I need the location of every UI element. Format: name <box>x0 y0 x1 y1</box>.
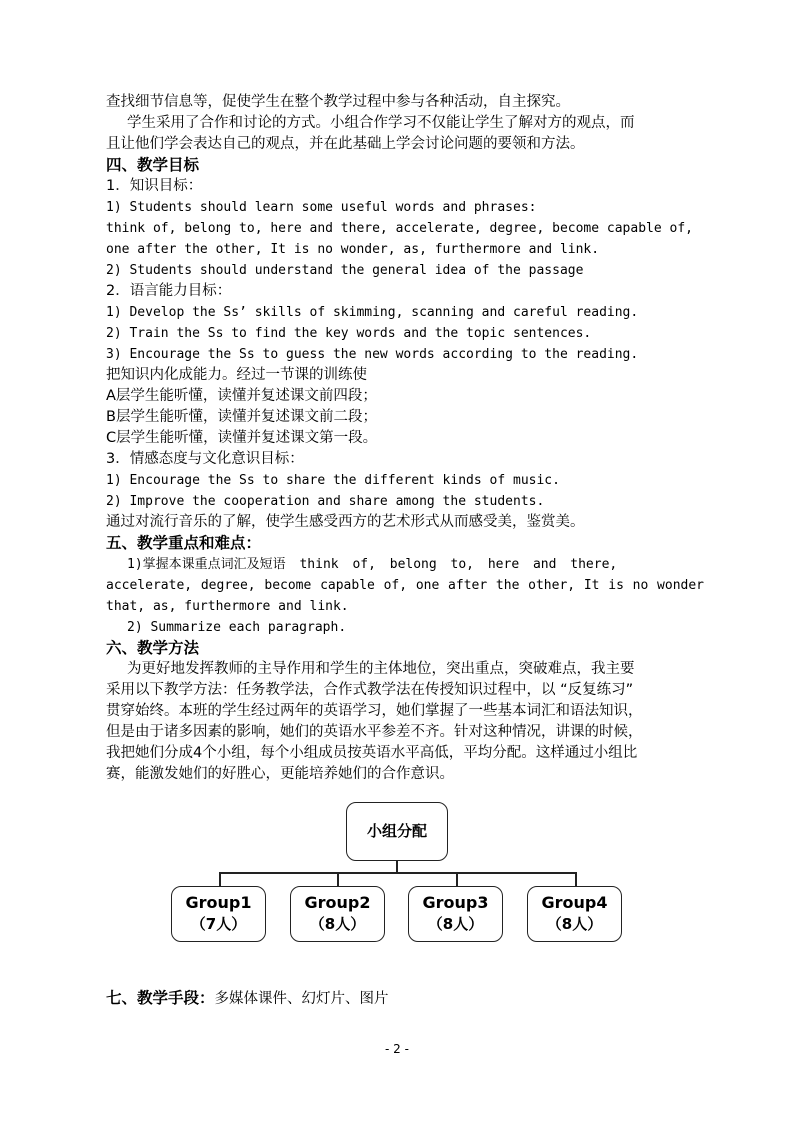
group-name: Group1 <box>185 893 252 912</box>
group-count: （7人） <box>190 915 247 933</box>
group-name: Group4 <box>541 893 608 912</box>
diagram-root-box: 小组分配 <box>346 802 448 861</box>
focus-line: that, as, furthermore and link. <box>106 599 349 614</box>
paragraph-line: 采用以下教学方法：任务教学法，合作式教学法在传授知识过程中，以 “反复练习” <box>106 682 634 698</box>
level-line-a: A层学生能听懂，读懂并复述课文前四段； <box>106 388 377 404</box>
section-heading-4: 四、教学目标 <box>106 156 200 174</box>
paragraph-line: 我把她们分成4个小组，每个小组成员按英语水平高低，平均分配。这样通过小组比 <box>106 745 638 761</box>
paragraph-line: 且让他们学会表达自己的观点，并在此基础上学会讨论问题的要领和方法。 <box>106 136 585 152</box>
section-heading-6: 六、教学方法 <box>106 639 200 657</box>
connector-line <box>575 872 577 886</box>
paragraph-line: 为更好地发挥教师的主导作用和学生的主体地位，突出重点，突破难点，我主要 <box>127 661 635 677</box>
section-heading-5: 五、教学重点和难点： <box>106 534 262 552</box>
subheading-knowledge: 1．知识目标： <box>106 178 203 194</box>
objective-line: 1) Students should learn some useful words and phrases: <box>106 200 537 215</box>
group-box-4 <box>527 886 622 942</box>
level-line-b: B层学生能听懂，读懂并复述课文前二段； <box>106 409 377 425</box>
section-heading-7: 七、教学手段： <box>106 989 215 1007</box>
level-line-c: C层学生能听懂，读懂并复述课文第一段。 <box>106 430 378 446</box>
connector-line <box>219 872 576 874</box>
objective-line: 2) Train the Ss to find the key words and the topic sentences. <box>106 326 592 341</box>
group-name: Group3 <box>422 893 489 912</box>
focus-line: 2) Summarize each paragraph. <box>127 620 347 635</box>
page-number: - 2 - <box>385 1042 409 1056</box>
objective-line: 3) Encourage the Ss to guess the new words according to the reading. <box>106 347 639 362</box>
connector-line <box>456 872 458 886</box>
group-box-2 <box>290 886 385 942</box>
group-count: （8人） <box>309 915 366 933</box>
paragraph-line: 学生采用了合作和讨论的方式。小组合作学习不仅能让学生了解对方的观点，而 <box>127 115 635 131</box>
group-count: （8人） <box>427 915 484 933</box>
subheading-language: 2．语言能力目标： <box>106 283 232 299</box>
group-box-1 <box>171 886 266 942</box>
objective-line: 2) Improve the cooperation and share among the students. <box>106 494 545 509</box>
objective-line: one after the other, It is no wonder, as, furthermore and link. <box>106 242 600 257</box>
group-box-3 <box>408 886 503 942</box>
section-7-text: 多媒体课件、幻灯片、图片 <box>214 991 389 1007</box>
objective-line: 2) Students should understand the general idea of the passage <box>106 263 584 278</box>
group-count: （8人） <box>546 915 603 933</box>
paragraph-line: 通过对流行音乐的了解，使学生感受西方的艺术形式从而感受美，鉴赏美。 <box>106 514 585 530</box>
connector-line <box>337 872 339 886</box>
objective-line: 1) Encourage the Ss to share the different kinds of music. <box>106 473 560 488</box>
focus-line: 1)掌握本课重点词汇及短语 think of, belong to, here and there, <box>127 557 618 572</box>
paragraph-line: 把知识内化成能力。经过一节课的训练使 <box>106 367 367 383</box>
objective-line: think of, belong to, here and there, accelerate, degree, become capable of, <box>106 221 693 236</box>
subheading-emotion: 3．情感态度与文化意识目标： <box>106 451 304 467</box>
connector-line <box>219 872 221 886</box>
group-allocation-diagram <box>166 800 628 950</box>
paragraph-line: 赛，能激发她们的好胜心，更能培养她们的合作意识。 <box>106 766 454 782</box>
objective-line: 1) Develop the Ss’ skills of skimming, scanning and careful reading. <box>106 305 639 320</box>
section-7-line <box>106 988 389 1010</box>
group-name: Group2 <box>304 893 371 912</box>
paragraph-line: 但是由于诸多因素的影响，她们的英语水平参差不齐。针对这种情况，讲课的时候， <box>106 724 643 740</box>
paragraph-line: 查找细节信息等，促使学生在整个教学过程中参与各种活动，自主探究。 <box>106 94 570 110</box>
focus-line: accelerate, degree, become capable of, one after the other, It is no wonder <box>106 578 704 593</box>
paragraph-line: 贯穿始终。本班的学生经过两年的英语学习，她们掌握了一些基本词汇和语法知识， <box>106 703 643 719</box>
